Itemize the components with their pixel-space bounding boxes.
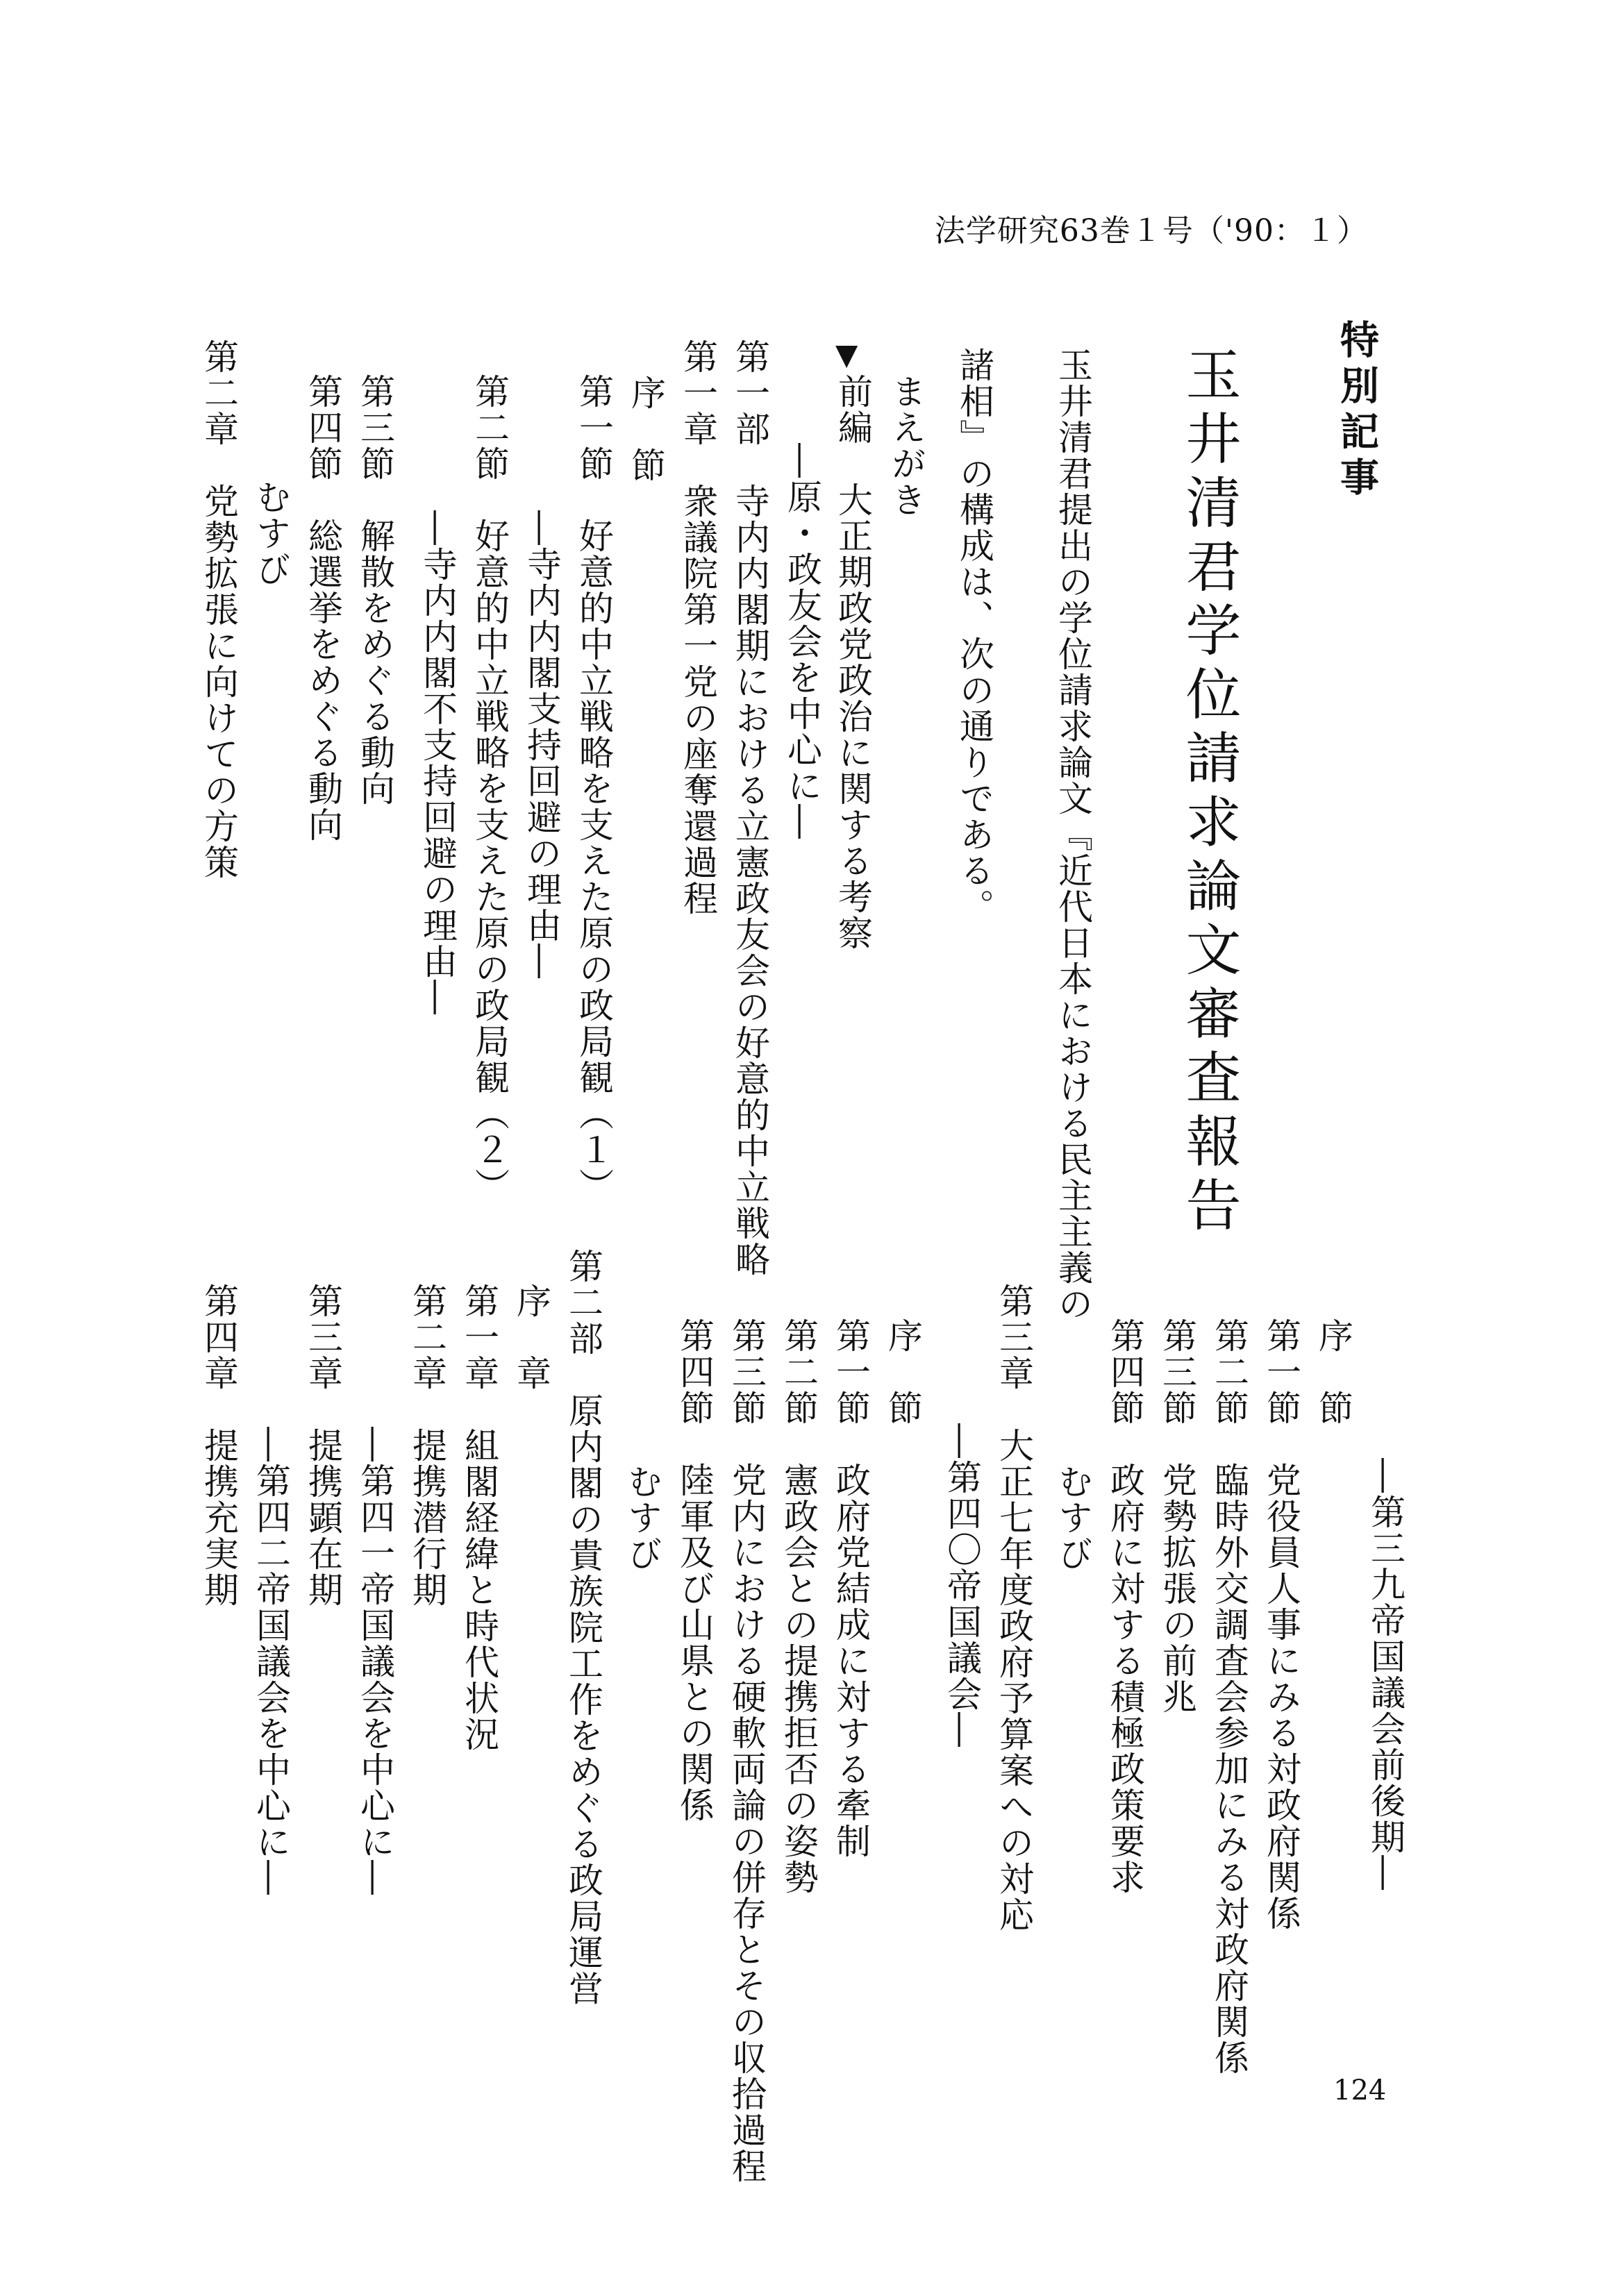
toc-item: むすび xyxy=(251,479,291,587)
triangle-marker-icon: ▼ xyxy=(835,337,858,371)
toc-item: 第一部 寺内内閣期における立憲政友会の好意的中立戦略 xyxy=(730,339,770,1277)
toc-item: 序 章 xyxy=(511,1283,551,1391)
toc-item: まえがき xyxy=(886,374,926,518)
toc-item: 第三節 党内における硬軟両論の併存とその収拾過程 xyxy=(726,1318,767,2184)
toc-item: むすび xyxy=(1053,1464,1093,1572)
toc-item: 第四節 政府に対する積極政策要求 xyxy=(1105,1318,1145,1895)
toc-item: ―第四二帝国議会を中心に― xyxy=(251,1427,291,1896)
toc-item: 第二節 好意的中立戦略を支えた原の政局観（２） xyxy=(469,374,510,1204)
journal-header: 法学研究63巻１号（'90：１） xyxy=(934,213,1368,249)
toc-item: ―第四〇帝国議会― xyxy=(942,1423,982,1748)
toc-item: むすび xyxy=(622,1464,662,1572)
toc-item: 第一節 党役員人事にみる対政府関係 xyxy=(1261,1318,1301,1932)
toc-item: 第二節 憲政会との提携拒否の姿勢 xyxy=(778,1318,819,1895)
toc-item: 第一節 好意的中立戦略を支えた原の政局観（１） xyxy=(574,374,614,1204)
page-number: 124 xyxy=(1333,2075,1387,2106)
toc-item: 第二部 原内閣の貴族院工作をめぐる政局運営 xyxy=(563,1248,603,2006)
intro-line-2: 諸相』の構成は、次の通りである。 xyxy=(954,347,994,925)
toc-item: 第四節 陸軍及び山県との関係 xyxy=(674,1318,715,1823)
toc-item: 第三章 提携顕在期 xyxy=(303,1283,343,1608)
toc-item: 第一章 組閣経緯と時代状況 xyxy=(459,1283,499,1752)
toc-item: 第四章 提携充実期 xyxy=(199,1283,239,1608)
toc-item: 第二章 党勢拡張に向けての方策 xyxy=(199,339,239,880)
intro-line-1: 玉井清君提出の学位請求論文『近代日本における民主主義の xyxy=(1053,347,1093,1322)
toc-item: 序 節 xyxy=(1313,1318,1353,1426)
toc-item: 第一節 政府党結成に対する牽制 xyxy=(831,1318,871,1859)
toc-item: 第一章 衆議院第一党の座奪還過程 xyxy=(678,339,718,916)
page-title: 玉井清君学位請求論文審査報告 xyxy=(1176,346,1241,1240)
toc-item: 序 節 xyxy=(883,1318,923,1426)
toc-item: 前編 大正期政党政治に関する考察 xyxy=(833,374,873,951)
toc-item: 第三節 党勢拡張の前兆 xyxy=(1157,1318,1197,1715)
toc-item: ―第三九帝国議会前後期― xyxy=(1365,1458,1406,1891)
toc-item: 第三節 解散をめぐる動向 xyxy=(355,374,395,807)
toc-item: ―寺内内閣不支持回避の理由― xyxy=(417,510,458,1016)
toc-item: 第三章 大正七年度政府予算案への対応 xyxy=(994,1283,1034,1933)
toc-item: ―第四一帝国議会を中心に― xyxy=(355,1427,395,1896)
toc-item: 第二節 臨時外交調査会参加にみる対政府関係 xyxy=(1209,1318,1249,2076)
toc-item: 序 節 xyxy=(626,375,666,483)
toc-item: 第二章 提携潜行期 xyxy=(407,1283,447,1608)
toc-item: ―原・政友会を中心に― xyxy=(782,443,822,840)
toc-item: 第四節 総選挙をめぐる動向 xyxy=(303,374,343,843)
toc-item: ―寺内内閣支持回避の理由― xyxy=(522,510,562,980)
section-label: 特別記事 xyxy=(1334,319,1379,503)
